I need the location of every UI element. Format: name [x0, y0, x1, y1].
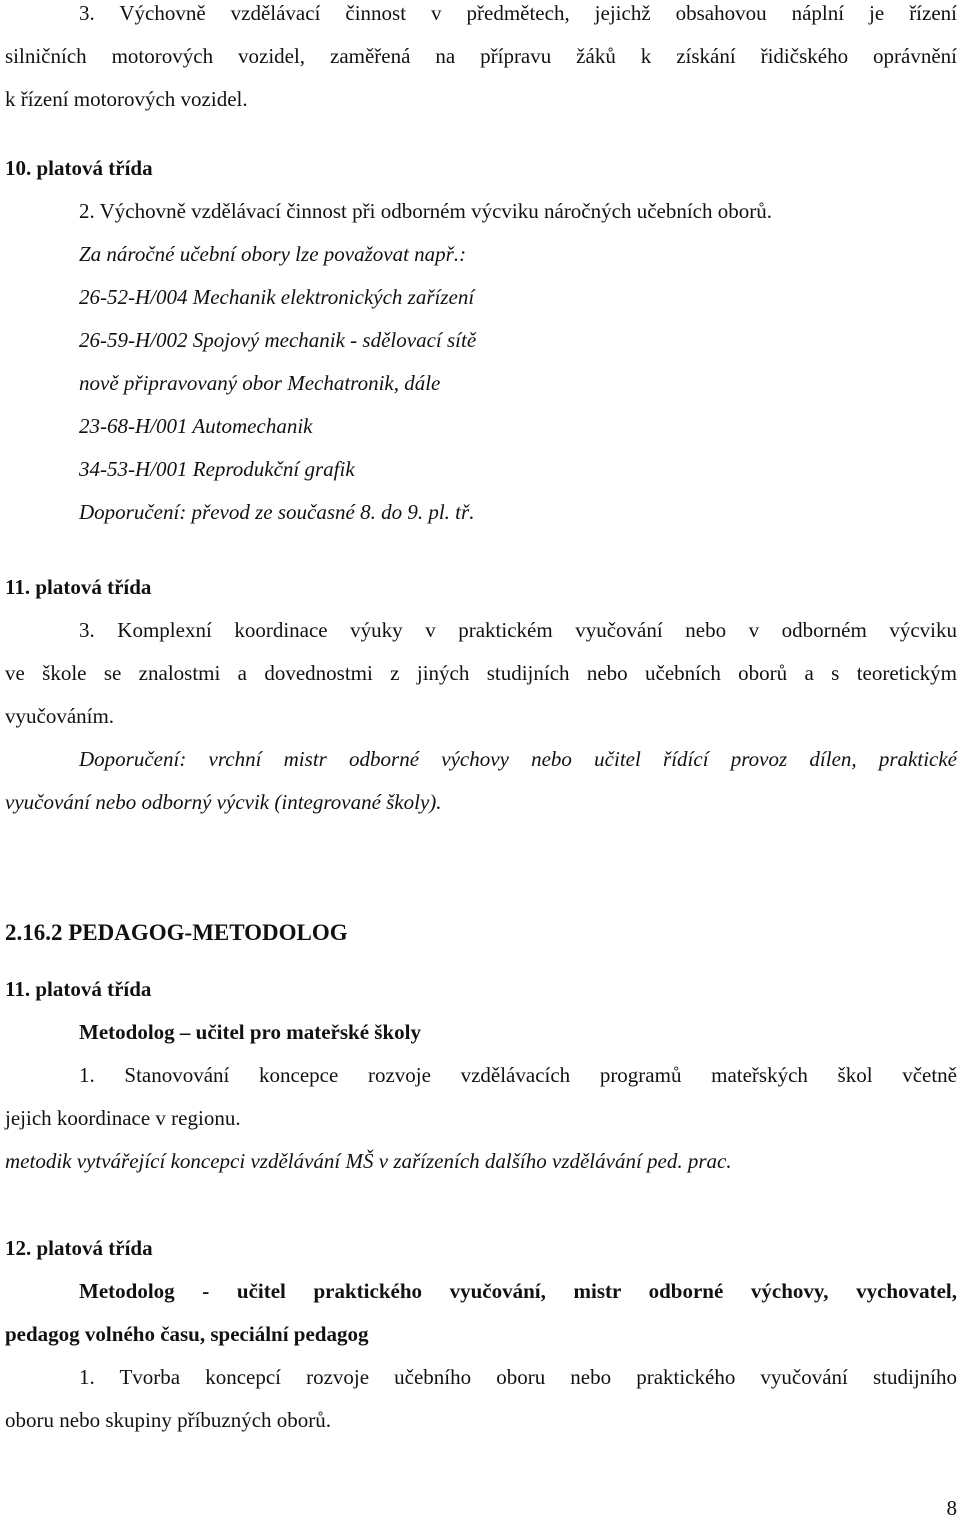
italic-line: metodik vytvářející koncepci vzdělávání MŠ v zařízeních dalšího vzdělávání ped. prac. [5, 1149, 732, 1173]
recommendation-line: Doporučení: vrchní mistr odborné výchovy nebo učitel řídící provoz dílen, praktické [79, 747, 957, 771]
italic-line: 26-59-H/002 Spojový mechanik - sdělovací sítě [79, 328, 477, 352]
paragraph-line: 1. Stanovování koncepce rozvoje vzdělávacích programů mateřských škol včetně [79, 1063, 957, 1087]
recommendation-line: vyučování nebo odborný výcvik (integrované školy). [5, 790, 442, 814]
section-heading: 11. platová třída [5, 575, 152, 599]
paragraph-line: 3. Výchovně vzdělávací činnost v předmětech, jejichž obsahovou náplní je řízení [79, 1, 957, 25]
italic-line: 23-68-H/001 Automechanik [79, 414, 313, 438]
subsection-heading: Metodolog - učitel praktického vyučování, mistr odborné výchovy, vychovatel, [79, 1279, 957, 1303]
paragraph-line: 2. Výchovně vzdělávací činnost při odborném výcviku náročných učebních oborů. [79, 199, 772, 223]
italic-line: nově připravovaný obor Mechatronik, dále [79, 371, 441, 395]
italic-line: 34-53-H/001 Reprodukční grafik [79, 457, 355, 481]
section-heading: 10. platová třída [5, 156, 153, 180]
paragraph-line: 1. Tvorba koncepcí rozvoje učebního oboru nebo praktického vyučování studijního [79, 1365, 957, 1389]
paragraph-line: jejich koordinace v regionu. [5, 1106, 241, 1130]
paragraph-line: k řízení motorových vozidel. [5, 87, 248, 111]
section-heading: 12. platová třída [5, 1236, 153, 1260]
italic-line: Za náročné učební obory lze považovat např.: [79, 242, 467, 266]
recommendation-line: Doporučení: převod ze současné 8. do 9. pl. tř. [79, 500, 475, 524]
paragraph-line: silničních motorových vozidel, zaměřená na přípravu žáků k získání řidičského oprávnění [5, 44, 957, 68]
subsection-heading: Metodolog – učitel pro mateřské školy [79, 1020, 421, 1044]
chapter-heading: 2.16.2 PEDAGOG-METODOLOG [5, 920, 348, 945]
paragraph-line: vyučováním. [5, 704, 115, 728]
paragraph-line: ve škole se znalostmi a dovednostmi z jiných studijních nebo učebních oborů a s teoretickým [5, 661, 957, 685]
paragraph-line: 3. Komplexní koordinace výuky v praktickém vyučování nebo v odborném výcviku [79, 618, 957, 642]
page-number: 8 [946, 1496, 957, 1520]
paragraph-line: oboru nebo skupiny příbuzných oborů. [5, 1408, 332, 1432]
italic-line: 26-52-H/004 Mechanik elektronických zařízení [79, 285, 475, 309]
subsection-heading: pedagog volného času, speciální pedagog [5, 1322, 369, 1346]
section-heading: 11. platová třída [5, 977, 152, 1001]
